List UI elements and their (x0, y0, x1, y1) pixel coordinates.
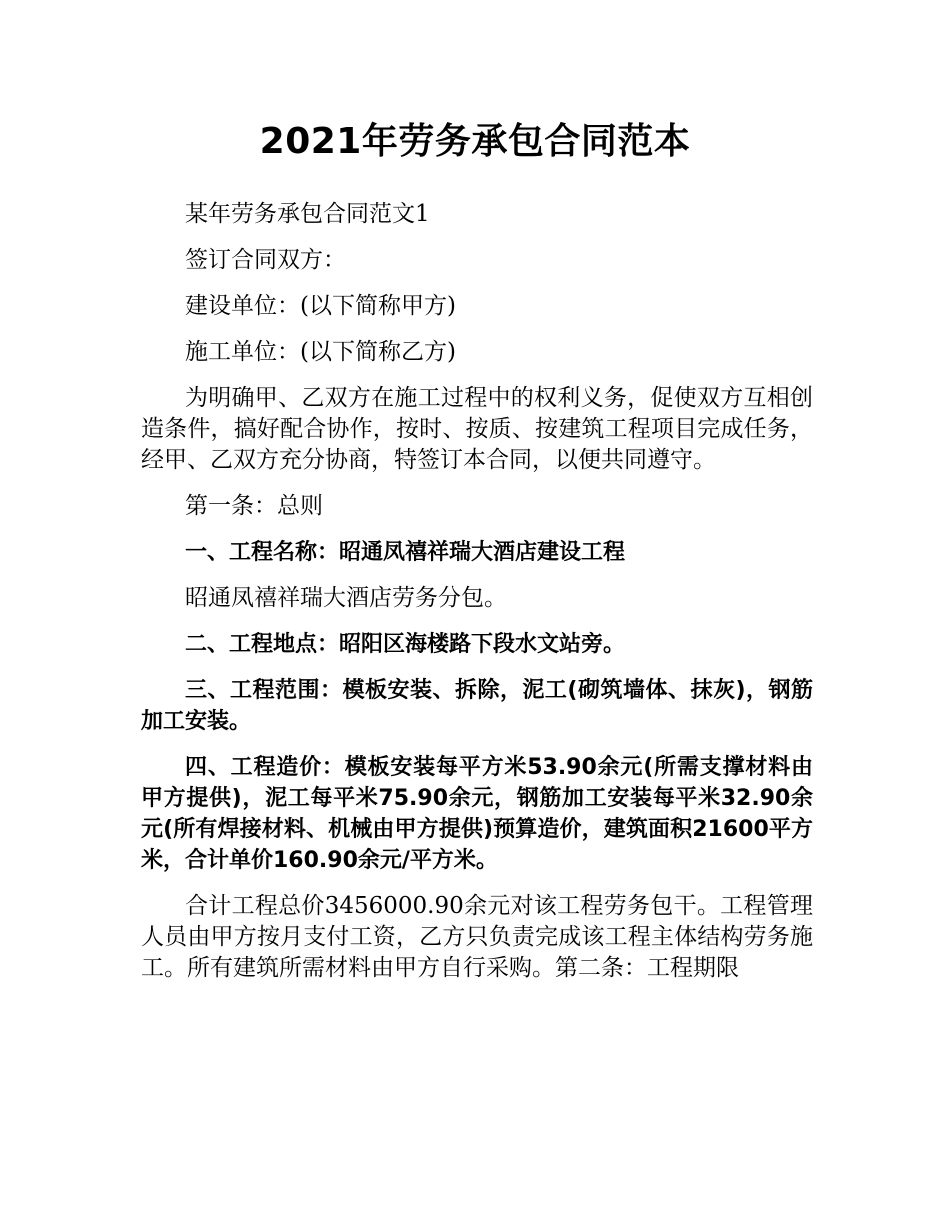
clause-project-scope: 三、工程范围：模板安装、拆除，泥工(砌筑墙体、抹灰)，钢筋加工安装。 (141, 678, 813, 734)
paragraph-purpose: 为明确甲、乙双方在施工过程中的权利义务，促使双方互相创造条件，搞好配合协作，按时、按质、按建筑工程项目完成任务，经甲、乙双方充分协商，特签订本合同，以便共同遵守。 (141, 385, 813, 473)
paragraph-total-price: 合计工程总价3456000.90余元对该工程劳务包干。工程管理人员由甲方按月支付工资，乙方只负责完成该工程主体结构劳务施工。所有建筑所需材料由甲方自行采购。第二条：工程期限 (141, 893, 813, 981)
document-title: 2021年劳务承包合同范本 (259, 121, 691, 162)
clause-project-cost: 四、工程造价：模板安装每平方米53.90余元(所需支撑材料由甲方提供)，泥工每平米75.90余元，钢筋加工安装每平米32.90余元(所有焊接材料、机械由甲方提供)预算造价，建筑面积21600平方米，合计单价160.90余元/平方米。 (141, 755, 813, 873)
clause-project-location: 二、工程地点：昭阳区海楼路下段水文站旁。 (185, 632, 626, 657)
paragraph-parties: 签订合同双方： (185, 247, 346, 273)
article-1-heading: 第一条：总则 (185, 493, 323, 519)
paragraph-heading: 某年劳务承包合同范文1 (185, 201, 430, 227)
paragraph-project-desc: 昭通凤禧祥瑞大酒店劳务分包。 (185, 585, 507, 611)
document-body (141, 199, 813, 999)
paragraph-party-b: 施工单位：(以下简称乙方) (185, 339, 456, 365)
clause-project-name: 一、工程名称：昭通凤禧祥瑞大酒店建设工程 (185, 540, 626, 565)
paragraph-party-a: 建设单位：(以下简称甲方) (185, 293, 456, 319)
